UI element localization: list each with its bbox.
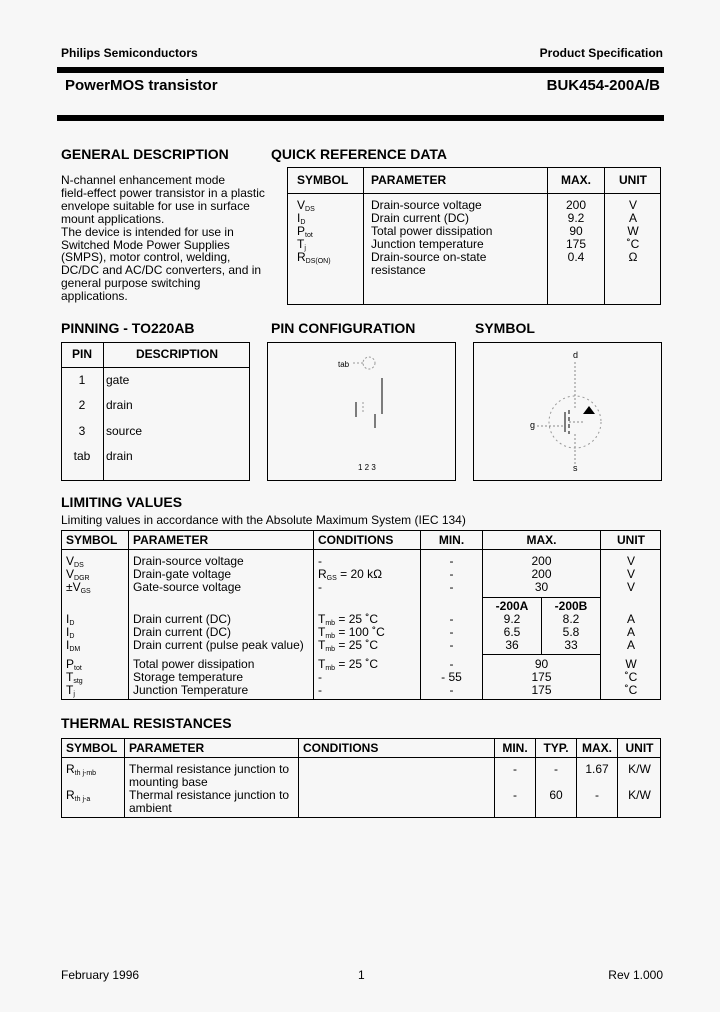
pins-label: 1 2 3 [358, 463, 376, 472]
quick-reference-heading: QUICK REFERENCE DATA [271, 146, 448, 162]
doc-title: PowerMOS transistor [65, 77, 218, 94]
general-description-heading: GENERAL DESCRIPTION [61, 146, 229, 162]
header-rule-bottom [57, 115, 664, 121]
footer-date: February 1996 [61, 968, 140, 982]
symbol-heading: SYMBOL [475, 320, 535, 336]
symbol-s-label: s [573, 463, 578, 473]
symbol-g-label: g [530, 420, 536, 430]
symbol-d-label: d [573, 350, 579, 360]
company-name: Philips Semiconductors [61, 46, 198, 60]
limiting-values-intro: Limiting values in accordance with the Absolute Maximum System (IEC 134) [61, 513, 466, 527]
limiting-values-heading: LIMITING VALUES [61, 494, 183, 510]
doc-type: Product Specification [539, 46, 663, 60]
mosfet-symbol [473, 342, 662, 481]
general-description-text: N-channel enhancement mode field-effect power transistor in a plastic envelope suitable for use in surface mount applications. The device is intended for use in Switched Mode Power Supplies (SMPS), motor control, welding, DC/DC and AC/DC converters, and in general purpose switching applications. [61, 173, 265, 304]
pin-configuration-heading: PIN CONFIGURATION [271, 320, 416, 336]
pinning-heading: PINNING - TO220AB [61, 320, 195, 336]
header-rule-top [57, 67, 664, 73]
part-number: BUK454-200A/B [546, 77, 660, 94]
thermal-resistances-heading: THERMAL RESISTANCES [61, 715, 232, 731]
footer-revision: Rev 1.000 [608, 968, 663, 982]
footer-page-number: 1 [358, 968, 365, 982]
tab-label: tab [338, 360, 350, 369]
